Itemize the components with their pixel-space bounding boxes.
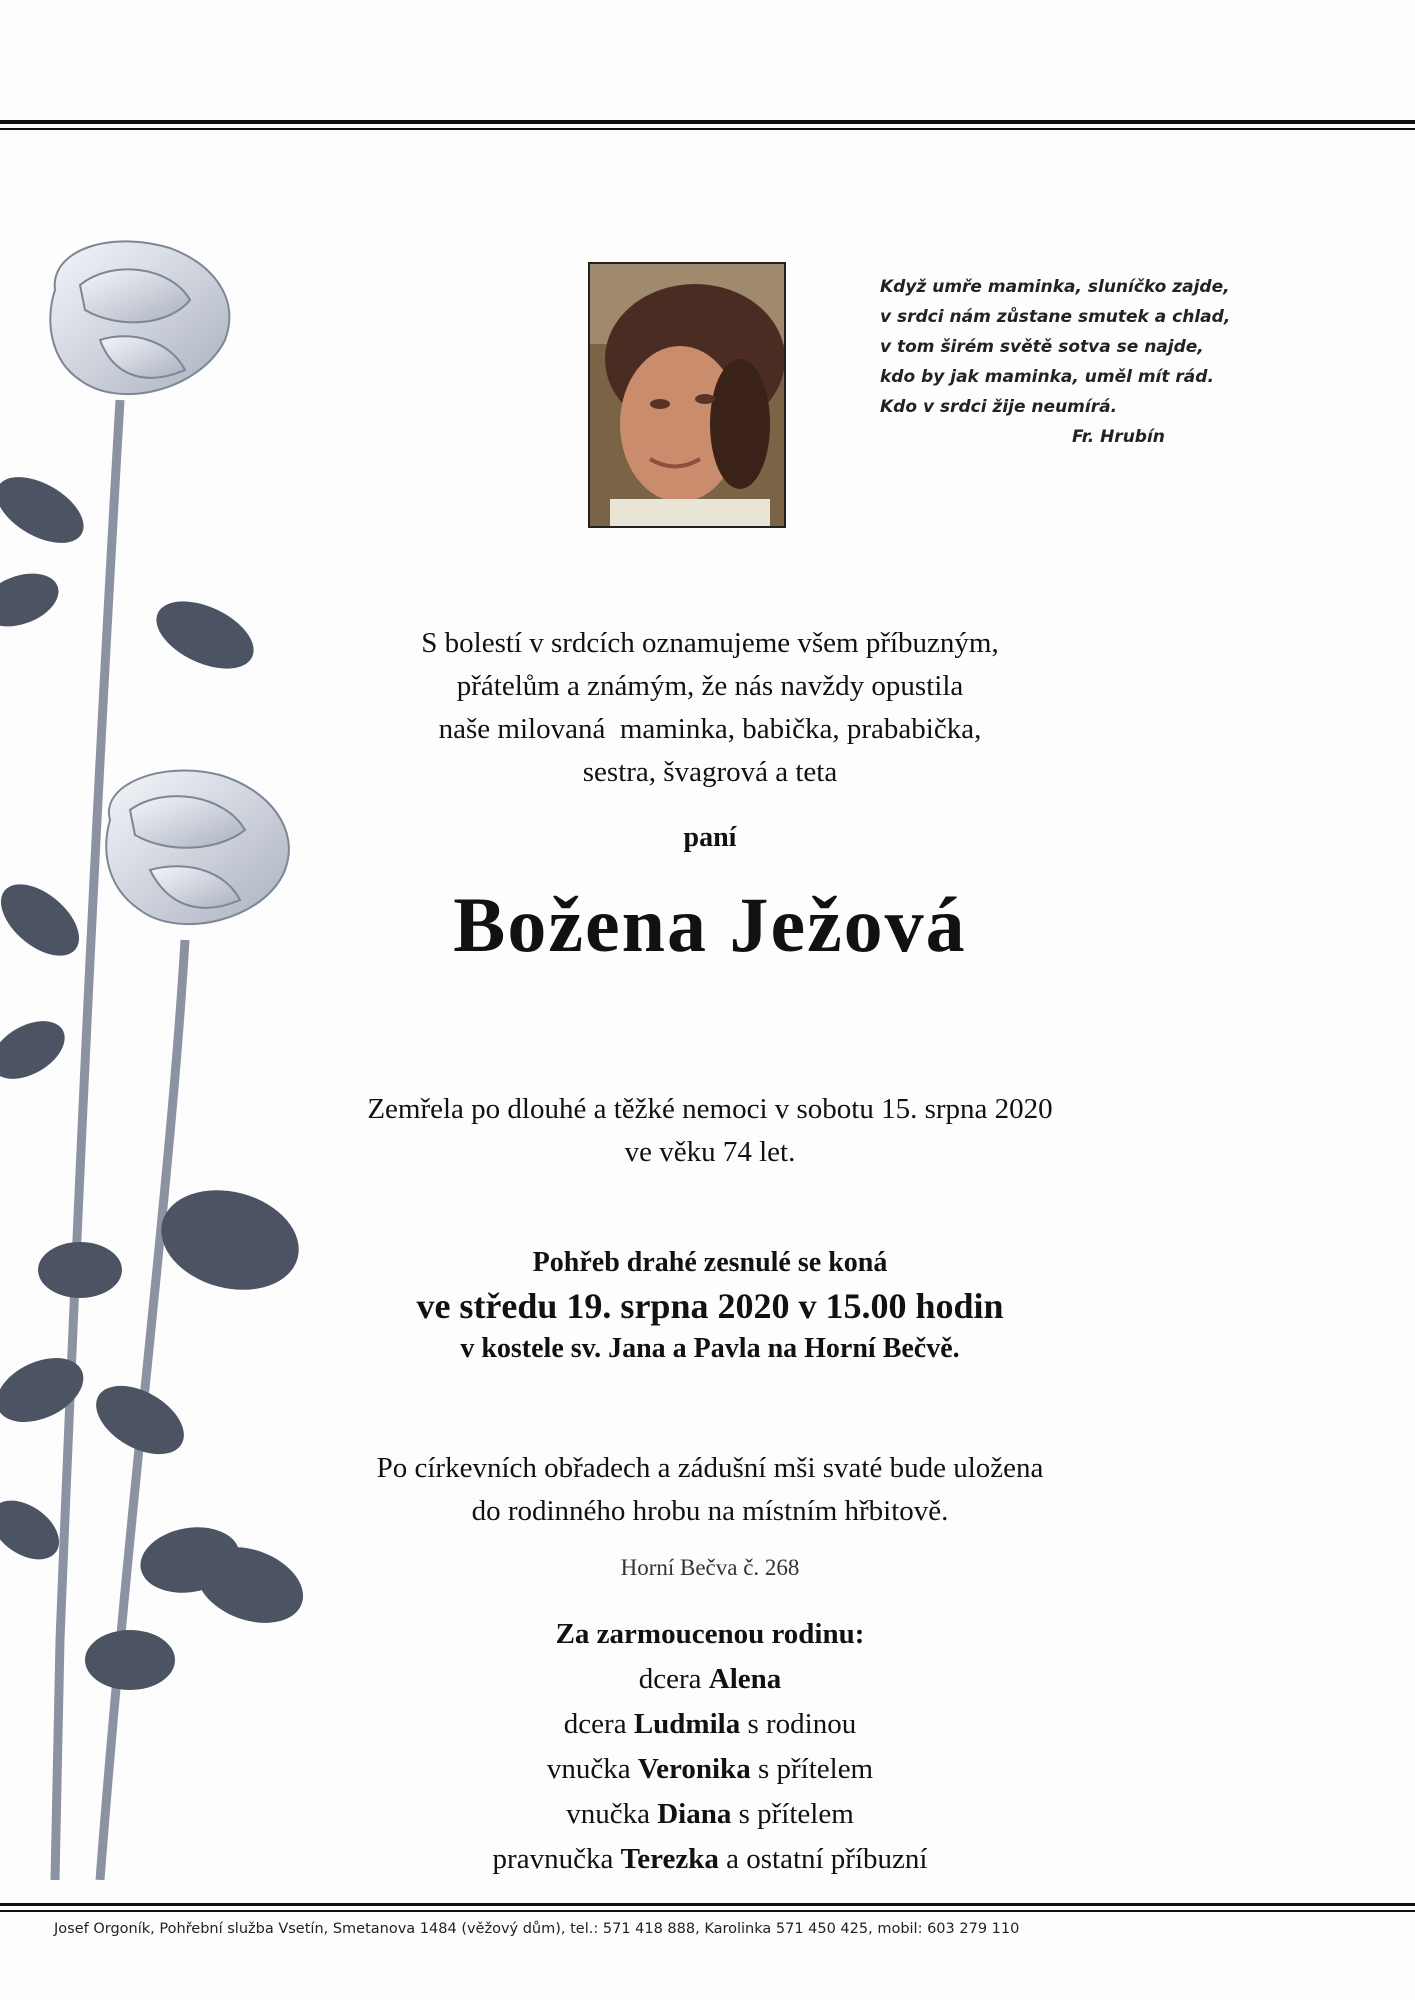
announcement: [260, 622, 1160, 794]
funeral-location: v kostele sv. Jana a Pavla na Horní Bečvě.: [460, 1333, 960, 1364]
family-list: [260, 1612, 1160, 1882]
relation: vnučka: [566, 1798, 658, 1830]
honorific: paní: [683, 822, 737, 853]
relation: dcera: [638, 1663, 709, 1695]
poem-line: v srdci nám zůstane smutek a chlad,: [880, 307, 1231, 327]
announcement-line: sestra, švagrová a teta: [582, 756, 838, 788]
member-name: Terezka: [620, 1843, 719, 1875]
deceased-name: Božena Ježová: [453, 881, 967, 968]
member-name: Veronika: [637, 1753, 751, 1785]
family-member: [260, 1657, 1160, 1702]
funeral-line: Pohřeb drahé zesnulé se koná: [532, 1247, 888, 1278]
funeral-info: [260, 1243, 1160, 1369]
burial-info: [260, 1447, 1160, 1533]
announcement-line: přátelům a známým, že nás navždy opustila: [456, 670, 964, 702]
bottom-rule-thin: [0, 1910, 1415, 1912]
poem: [880, 272, 1300, 452]
poem-line: Když umře maminka, sluníčko zajde,: [880, 277, 1230, 297]
funeral-datetime: ve středu 19. srpna 2020 v 15.00 hodin: [416, 1286, 1004, 1326]
death-line: Zemřela po dlouhé a těžké nemoci v sobotu 15. srpna 2020: [367, 1093, 1053, 1125]
member-note: a ostatní příbuzní: [718, 1843, 928, 1875]
relation: vnučka: [546, 1753, 638, 1785]
address: Horní Bečva č. 268: [620, 1555, 800, 1580]
relation: dcera: [563, 1708, 634, 1740]
member-name: Ludmila: [633, 1708, 741, 1740]
burial-line: Po církevních obřadech a zádušní mši svaté bude uložena: [376, 1452, 1044, 1484]
family-heading: Za zarmoucenou rodinu:: [555, 1618, 865, 1650]
top-rule-thin: [0, 128, 1415, 130]
family-member: [260, 1702, 1160, 1747]
poem-line: v tom širém světě sotva se najde,: [880, 337, 1204, 357]
burial-line: do rodinného hrobu na místním hřbitově.: [471, 1495, 949, 1527]
poem-author: Fr. Hrubín: [1072, 427, 1165, 447]
funeral-service-footer: Josef Orgoník, Pohřební služba Vsetín, Smetanova 1484 (věžový dům), tel.: 571 418 888, Karolinka 571 450 425, mobil: 603 279 110: [54, 1921, 1020, 1937]
top-rule: [0, 120, 1415, 124]
portrait-photo: [588, 262, 786, 528]
death-line: ve věku 74 let.: [624, 1136, 796, 1168]
announcement-line: S bolestí v srdcích oznamujeme všem příbuzným,: [421, 627, 999, 659]
poem-line: kdo by jak maminka, uměl mít rád.: [880, 367, 1214, 387]
death-notice: [260, 1088, 1160, 1174]
member-note: s přítelem: [731, 1798, 854, 1830]
member-name: Alena: [708, 1663, 782, 1695]
member-note: s rodinou: [740, 1708, 857, 1740]
announcement-line: naše milovaná maminka, babička, prababička,: [438, 713, 982, 745]
family-member: [260, 1747, 1160, 1792]
bottom-rule: [0, 1903, 1415, 1906]
family-member: [260, 1792, 1160, 1837]
family-member: [260, 1837, 1160, 1882]
member-note: s přítelem: [750, 1753, 874, 1785]
poem-line: Kdo v srdci žije neumírá.: [880, 397, 1118, 417]
relation: pravnučka: [492, 1843, 621, 1875]
member-name: Diana: [657, 1798, 732, 1830]
